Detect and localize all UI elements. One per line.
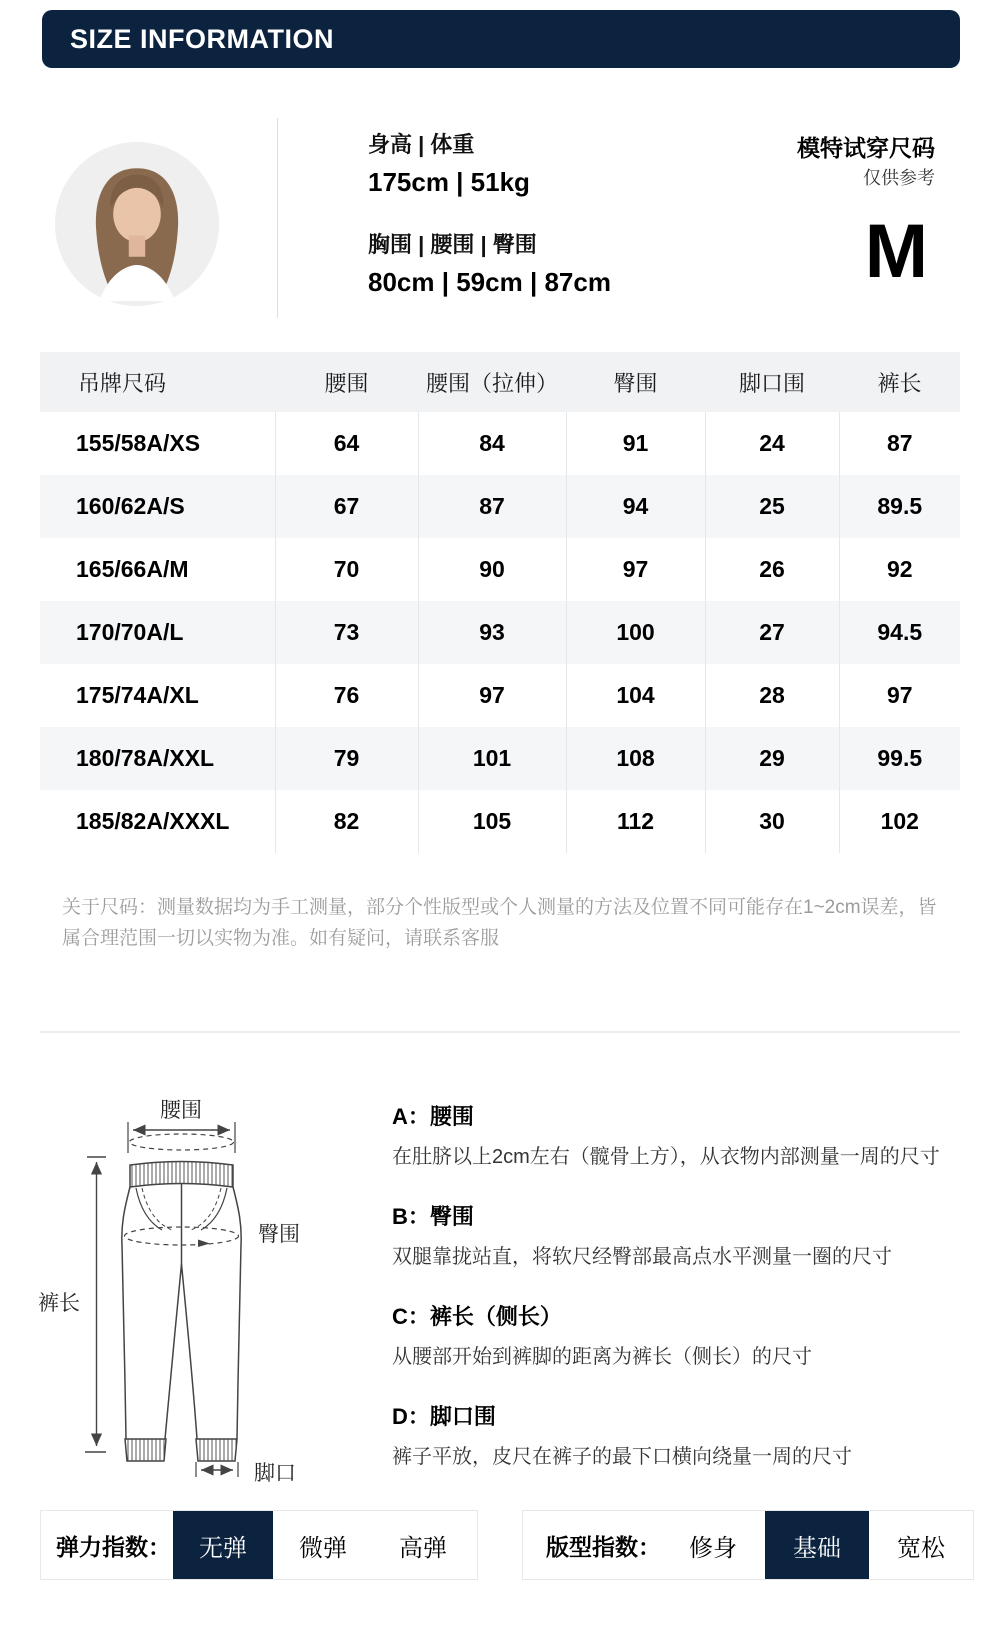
measurement-cell: 100: [566, 601, 705, 664]
guide-item-length: [392, 1300, 972, 1369]
size-name-cell: 155/58A/XS: [76, 430, 201, 456]
measurement-cell: 105: [418, 790, 566, 853]
size-name-cell: 185/82A/XXXL: [76, 808, 230, 834]
size-table-header-row: [40, 352, 960, 412]
guide-item-waist: [392, 1100, 972, 1169]
col-header-waist: 腰围: [275, 352, 418, 412]
col-header-hem: 脚口围: [705, 352, 839, 412]
index-option-selected: 基础: [765, 1511, 869, 1579]
index-option: 宽松: [897, 1534, 945, 1562]
model-fit-size: M: [864, 209, 928, 294]
diagram-length-label: 裤长: [38, 1292, 80, 1315]
measurement-cell: 67: [275, 475, 418, 538]
size-table: [40, 352, 960, 853]
measurement-cell: 30: [705, 790, 839, 853]
col-header-size: 吊牌尺码: [40, 352, 275, 412]
table-row: [40, 475, 960, 538]
index-option-selected: 无弹: [173, 1511, 273, 1579]
measurement-cell: 64: [275, 412, 418, 475]
measurement-cell: 84: [418, 412, 566, 475]
measurement-cell: 87: [418, 475, 566, 538]
diagram-hem-label: 脚口: [254, 1462, 296, 1485]
pants-measurement-diagram: [30, 1040, 330, 1490]
size-name-cell: 160/62A/S: [76, 493, 185, 519]
elastic-index-box: [40, 1510, 478, 1580]
size-name-cell: 175/74A/XL: [76, 682, 199, 708]
col-header-hip: 臀围: [566, 352, 705, 412]
table-row: [40, 412, 960, 475]
guide-title: C：裤长（侧长）: [392, 1304, 562, 1329]
diagram-hip-label: 臀围: [258, 1223, 300, 1246]
size-name-cell: 165/66A/M: [76, 556, 189, 582]
divider-vertical: [277, 118, 278, 318]
guide-desc: 双腿靠拢站直，将软尺经臀部最高点水平测量一圈的尺寸: [392, 1246, 892, 1268]
measurements-label: 胸围 | 腰围 | 臀围: [368, 232, 537, 257]
measurement-guide: [392, 1100, 972, 1500]
measurement-cell: 101: [418, 727, 566, 790]
measurement-cell: 73: [275, 601, 418, 664]
model-measurements: [368, 228, 611, 298]
guide-desc: 在肚脐以上2cm左右（髋骨上方），从衣物内部测量一周的尺寸: [392, 1146, 940, 1168]
measurement-cell: 25: [705, 475, 839, 538]
guide-title: B：臀围: [392, 1204, 474, 1229]
model-height-weight: [368, 128, 530, 198]
table-row: [40, 790, 960, 853]
measurement-cell: 70: [275, 538, 418, 601]
section-title-bar: [42, 10, 960, 68]
size-name-cell: 170/70A/L: [76, 619, 184, 645]
measurement-cell: 79: [275, 727, 418, 790]
height-weight-label: 身高 | 体重: [368, 132, 475, 157]
elastic-index-options: [173, 1511, 473, 1579]
size-name-cell: 180/78A/XXL: [76, 745, 215, 771]
col-header-waist-stretch: 腰围（拉伸）: [418, 352, 566, 412]
model-fit-note: 仅供参考: [863, 168, 935, 188]
size-table-body: [40, 412, 960, 853]
measurement-cell: 112: [566, 790, 705, 853]
table-row: [40, 601, 960, 664]
measurement-cell: 28: [705, 664, 839, 727]
index-option: 高弹: [399, 1534, 447, 1562]
model-fit-title: 模特试穿尺码: [797, 135, 935, 161]
guide-title: A：腰围: [392, 1104, 474, 1129]
measurement-cell: 97: [566, 538, 705, 601]
model-photo-illustration: [55, 142, 219, 306]
index-option: 修身: [689, 1534, 737, 1562]
guide-desc: 裤子平放，皮尺在裤子的最下口横向绕量一周的尺寸: [392, 1446, 852, 1468]
diagram-waist-label: 腰围: [160, 1099, 202, 1122]
measurements-value: 80cm | 59cm | 87cm: [368, 267, 611, 297]
fit-index-label: 版型指数：: [546, 1533, 661, 1560]
guide-desc: 从腰部开始到裤脚的距离为裤长（侧长）的尺寸: [392, 1346, 812, 1368]
measurement-cell: 92: [839, 538, 960, 601]
measurement-cell: 82: [275, 790, 418, 853]
fit-index-options: [661, 1511, 973, 1579]
measurement-cell: 76: [275, 664, 418, 727]
elastic-index-label: 弹力指数：: [56, 1533, 171, 1560]
measurement-cell: 108: [566, 727, 705, 790]
measurement-cell: 90: [418, 538, 566, 601]
size-note: 关于尺码：测量数据均为手工测量，部分个性版型或个人测量的方法及位置不同可能存在1~2cm误差，皆属合理范围一切以实物为准。如有疑问，请联系客服: [62, 897, 937, 949]
measurement-cell: 27: [705, 601, 839, 664]
fit-index-box: [522, 1510, 974, 1580]
table-row: [40, 727, 960, 790]
measurement-cell: 89.5: [839, 475, 960, 538]
col-header-length: 裤长: [839, 352, 960, 412]
model-photo: [55, 142, 219, 306]
measurement-cell: 94.5: [839, 601, 960, 664]
measurement-cell: 97: [839, 664, 960, 727]
measurement-cell: 93: [418, 601, 566, 664]
guide-item-hem: [392, 1400, 972, 1469]
index-option: 微弹: [299, 1534, 347, 1562]
guide-item-hip: [392, 1200, 972, 1269]
measurement-cell: 102: [839, 790, 960, 853]
table-row: [40, 664, 960, 727]
measurement-cell: 91: [566, 412, 705, 475]
height-weight-value: 175cm | 51kg: [368, 167, 530, 197]
measurement-cell: 26: [705, 538, 839, 601]
measurement-cell: 104: [566, 664, 705, 727]
measurement-cell: 24: [705, 412, 839, 475]
guide-title: D：脚口围: [392, 1404, 496, 1429]
divider-horizontal: [40, 1031, 960, 1033]
measurement-cell: 99.5: [839, 727, 960, 790]
measurement-cell: 97: [418, 664, 566, 727]
measurement-cell: 87: [839, 412, 960, 475]
measurement-cell: 29: [705, 727, 839, 790]
measurement-cell: 94: [566, 475, 705, 538]
section-title: SIZE INFORMATION: [70, 24, 334, 54]
table-row: [40, 538, 960, 601]
